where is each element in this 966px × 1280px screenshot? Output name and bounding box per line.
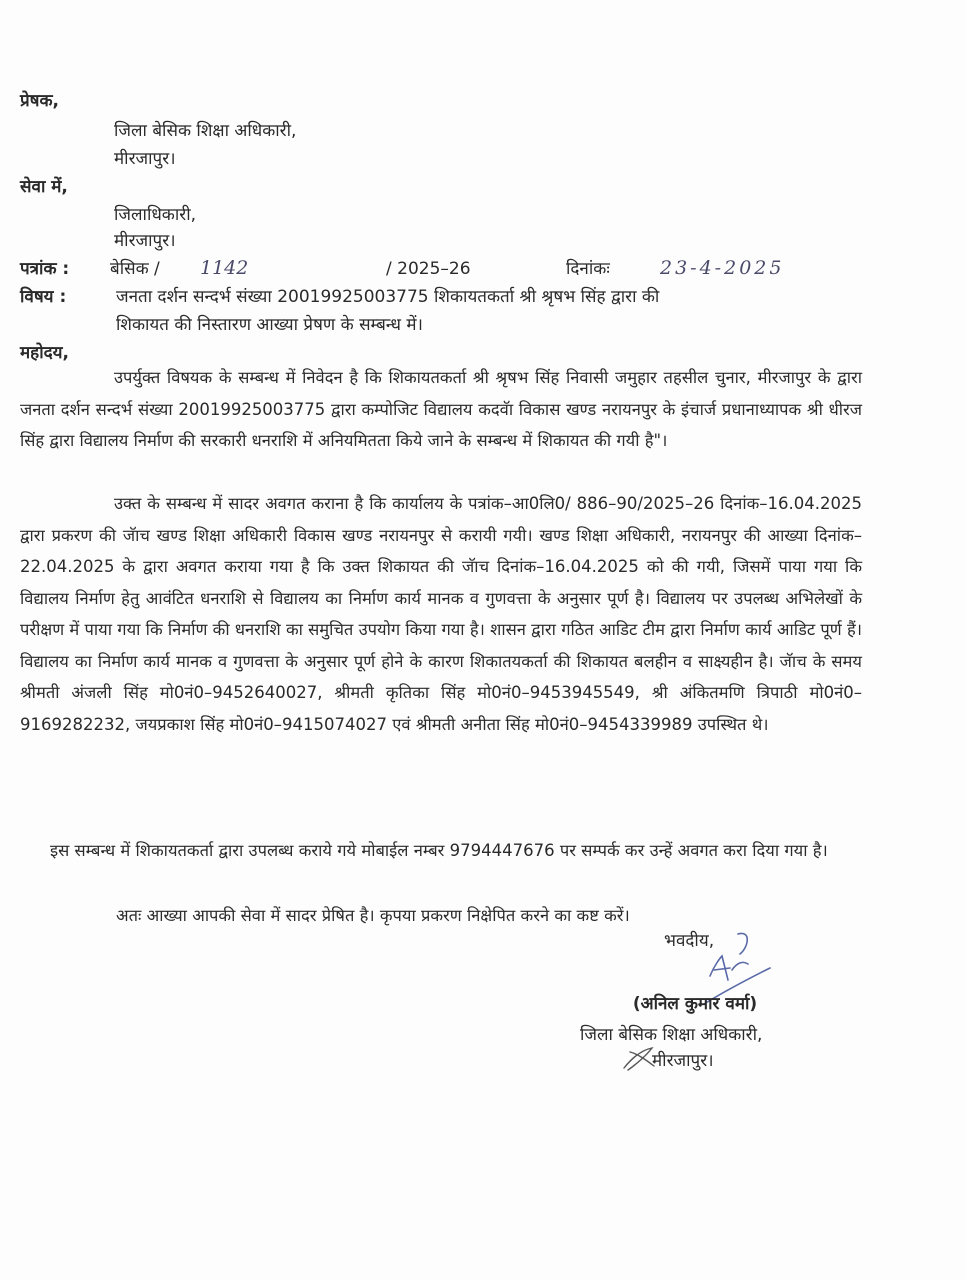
reference-prefix: बेसिक / bbox=[110, 259, 160, 279]
recipient-label: सेवा में, bbox=[20, 177, 68, 197]
subject-line: शिकायत की निस्तारण आख्या प्रेषण के सम्बन्ध में। bbox=[116, 315, 423, 335]
closing: भवदीय, bbox=[664, 931, 715, 951]
date-label: दिनांकः bbox=[566, 259, 610, 279]
sender-line: मीरजापुर। bbox=[114, 149, 176, 169]
paragraph-text: इस सम्बन्ध में शिकायतकर्ता द्वारा उपलब्ध कराये गये मोबाईल नम्बर 9794447676 पर सम्पर्क कर उन्हें अवगत करा दिया गया है। bbox=[50, 841, 828, 860]
subject-line: जनता दर्शन सन्दर्भ संख्या 20019925003775 शिकायतकर्ता श्री श्रृषभ सिंह द्वारा की bbox=[116, 287, 660, 307]
paragraph-text: उक्त के सम्बन्ध में सादर अवगत कराना है कि कार्यालय के पत्रांक–आ0लि0/ 886–90/2025–26 दिनांक–16.04.2025 द्वारा प्रकरण की जॅाच खण्ड शिक्षा अधिकारी विकास खण्ड नरायनपुर से करायी गयी। खण्ड शिक्षा अधिकारी, नरायनपुर की आख्या दिनांक–22.04.2025 के द्वारा अवगत कराया गया है कि उक्त शिकायत की जॅाच दिनांक–16.04.2025 को की गयी, जिसमें पाया गया कि विद्यालय निर्माण हेतु आवंटित धनराशि से विद्यालय का निर्माण कार्य मानक व गुणवत्ता के अनुसार पूर्ण है। विद्यालय पर उपलब्ध अभिलेखों के परीक्षण में पाया गया कि निर्माण की धनराशि का समुचित उपयोग किया गया है। शासन द्वारा गठित आडिट टीम द्वारा निर्माण कार्य आडिट पूर्ण हैं। विद्यालय का निर्माण कार्य मानक व गुणवत्ता के अनुसार पूर्ण होने के कारण शिकातयकर्ता की शिकायत बलहीन व साक्ष्यहीन है। जॅाच के समय श्रीमती अंजली सिंह मो0नं0–9452640027, श्रीमती कृतिका सिंह मो0नं0–9453945549, श्री अंकितमणि त्रिपाठी मो0नं0–9169282232, जयप्रकाश सिंह मो0नं0–9415074027 एवं श्रीमती अनीता सिंह मो0नं0–9454339989 उपस्थित थे। bbox=[20, 494, 862, 734]
body-paragraph bbox=[20, 488, 862, 740]
body-paragraph bbox=[20, 835, 862, 867]
sender-line: जिला बेसिक शिक्षा अधिकारी, bbox=[114, 121, 297, 141]
reference-number-handwritten: 1142 bbox=[200, 257, 249, 279]
signatory-block bbox=[600, 990, 790, 1018]
salutation: महोदय, bbox=[20, 343, 69, 363]
paragraph-text: अतः आख्या आपकी सेवा में सादर प्रेषित है। कृपया प्रकरण निक्षेपित करने का कष्ट करें। bbox=[116, 906, 630, 925]
date-handwritten: 23-4-2025 bbox=[660, 257, 785, 279]
reference-year: / 2025–26 bbox=[386, 259, 471, 279]
signatory-title: जिला बेसिक शिक्षा अधिकारी, bbox=[580, 1025, 763, 1045]
sender-label: प्रेषक, bbox=[20, 91, 60, 111]
signatory-place: मीरजापुर। bbox=[652, 1051, 714, 1071]
body-paragraph bbox=[20, 362, 862, 457]
subject-label: विषय : bbox=[20, 287, 67, 307]
paragraph-text: उपर्युक्त विषयक के सम्बन्ध में निवेदन है कि शिकायतकर्ता श्री श्रृषभ सिंह निवासी जमुहार तहसील चुनार, मीरजापुर के द्वारा जनता दर्शन सन्दर्भ संख्या 20019925003775 द्वारा कम्पोजिट विद्यालय कदवॅा विकास खण्ड नरायनपुर के इंचार्ज प्रधानाध्यापक श्री धीरज सिंह द्वारा विद्यालय निर्माण की सरकारी धनराशि में अनियमितता किये जाने के सम्बन्ध में शिकायत की गयी है"। bbox=[20, 368, 862, 450]
signatory-name: (अनिल कुमार वर्मा) bbox=[632, 994, 758, 1014]
body-paragraph bbox=[20, 900, 862, 932]
recipient-line: जिलाधिकारी, bbox=[114, 205, 197, 225]
recipient-line: मीरजापुर। bbox=[114, 231, 176, 251]
reference-label: पत्रांक : bbox=[20, 259, 70, 279]
